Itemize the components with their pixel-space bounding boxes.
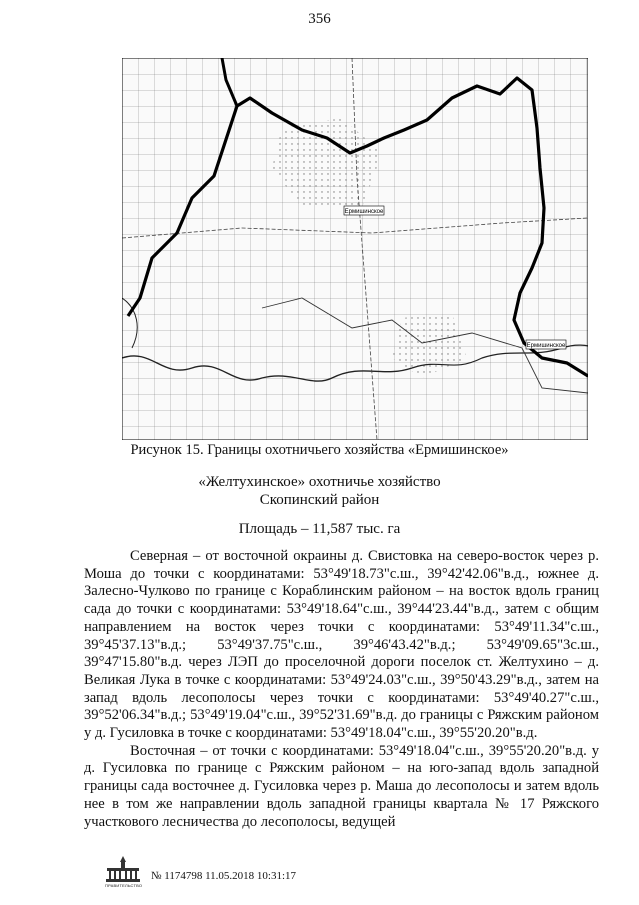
hunting-ground-map [122, 58, 588, 440]
district-name: Скопинский район [259, 492, 380, 508]
document-id: № 1174798 11.05.2018 10:31:17 [151, 870, 297, 882]
section-title: «Желтухинское» охотничье хозяйство [198, 474, 441, 490]
document-footer [104, 854, 424, 890]
stamp-label: ПРАВИТЕЛЬСТВО [105, 883, 143, 888]
map-village-label-1: Ермишинское [344, 209, 384, 215]
government-building-icon [104, 854, 142, 884]
boundary-description [84, 548, 599, 831]
map-village-label-2: Ермишинское [526, 343, 566, 349]
page-number: 356 [308, 11, 331, 27]
paragraph-east: Восточная – от точки с координатами: 53°49'18.04"с.ш., 39°55'20.20"в.д. у д. Гусиловка по границе с Ряжским районом – на юго-запад вдоль западной границы сада восточнее д. Гусиловка через р. Маша до лесополосы и затем вдоль нее в том же направлении вдоль западной границы квартала № 17 Ряжского участкового лесничества до лесополосы, ведущей [84, 742, 599, 830]
paragraph-north: Северная – от восточной окраины д. Свистовка на северо-восток через р. Моша до точки с координатами: 53°49'18.73"с.ш., 39°42'42.06"в.д., южнее д. Залесно-Чулково по границе с Кораблинским районом – на восток вдоль границ сада до точки с координатами: 53°49'18.64"с.ш., 39°44'23.44"в.д., затем с общим направлением на восток через точки с координатами: 53°49'11.34"с.ш., 39°45'37.13"в.д.; 53°49'37.75"с.ш., 39°46'43.42"в.д.; 53°49'09.65"3с.ш., 39°47'15.80"в.д. через ЛЭП до проселочной дороги поселок ст. Желтухино – д. Великая Лука в точке с координатами: 53°49'24.03"с.ш., 39°50'43.29"в.д., затем на запад вдоль лесополосы через точки с координатами: 53°49'40.27"с.ш., 39°52'06.34"в.д.; 53°49'19.04"с.ш., 39°52'31.69"в.д. до границы с Ряжским районом у д. Гусиловка в точке с координатами: 53°49'18.04"с.ш., 39°55'20.20"в.д. [84, 548, 599, 742]
figure-caption: Рисунок 15. Границы охотничьего хозяйства «Ермишинское» [130, 442, 509, 458]
area-value: Площадь – 11,587 тыс. га [238, 521, 401, 537]
